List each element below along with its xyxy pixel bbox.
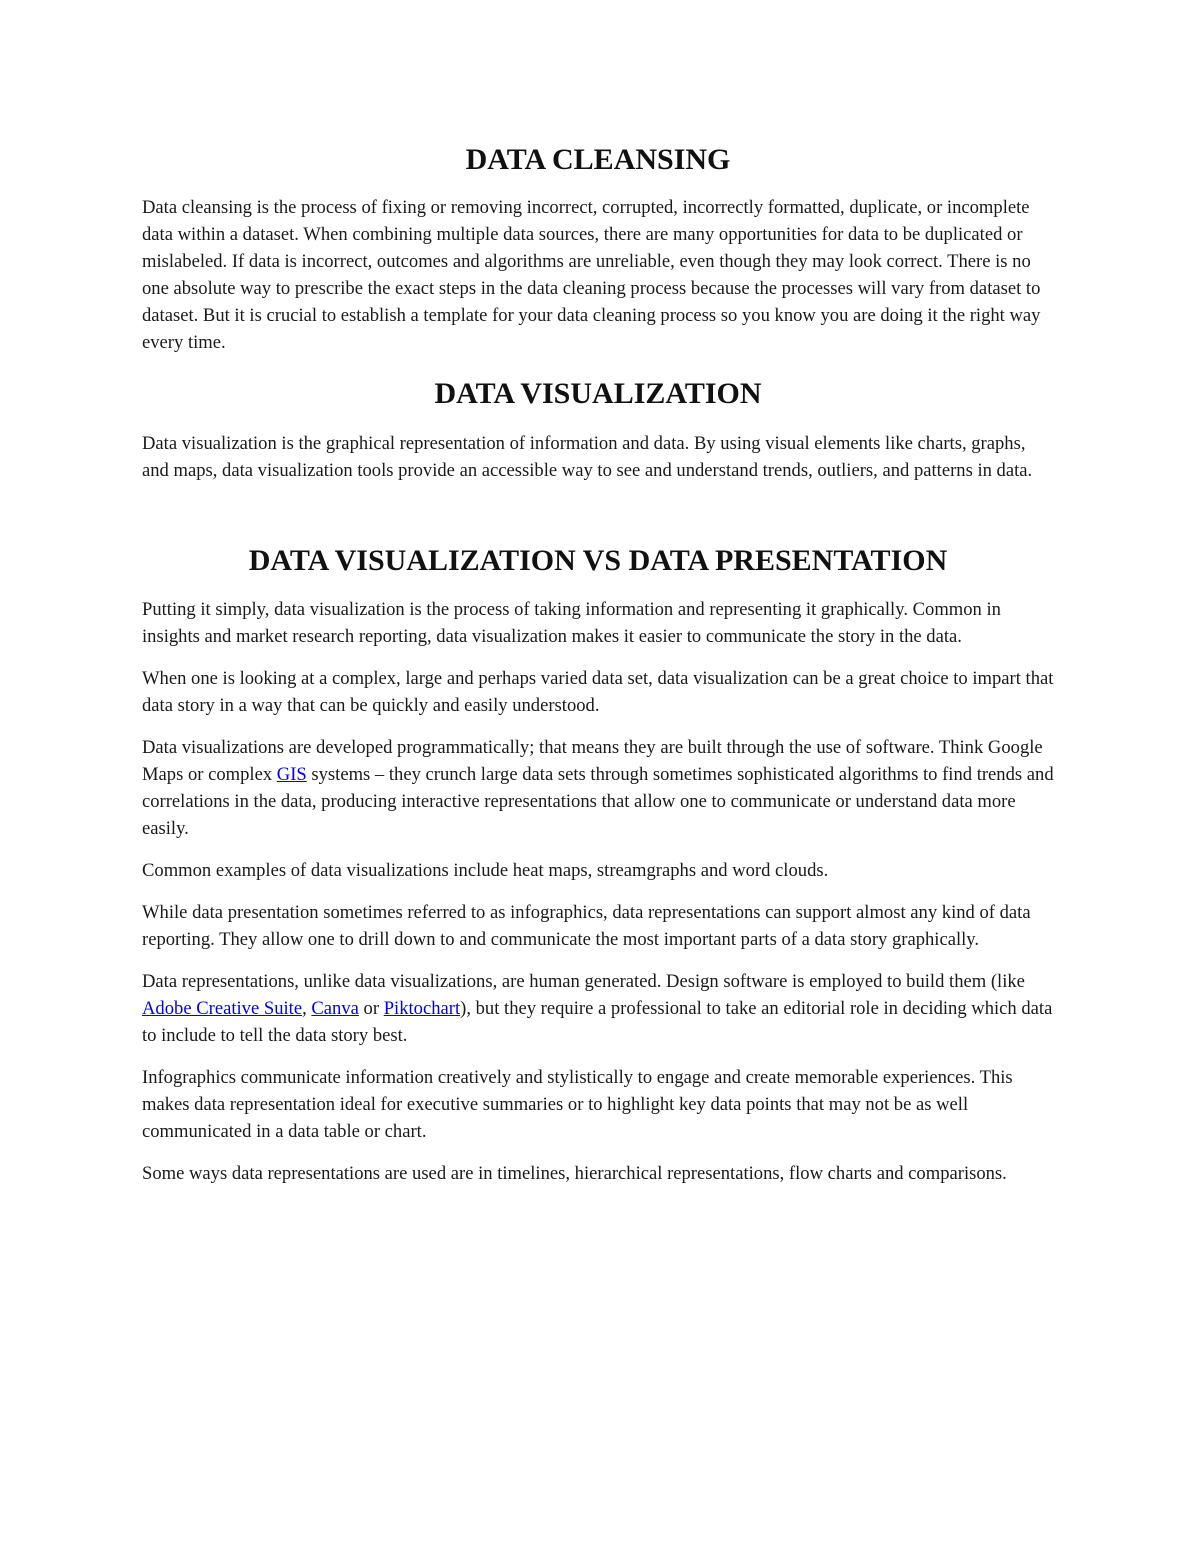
paragraph-common-examples: Common examples of data visualizations include heat maps, streamgraphs and word clouds. <box>142 860 829 881</box>
piktochart-link[interactable]: Piktochart <box>383 998 461 1019</box>
paragraph-human-generated <box>142 968 1054 1049</box>
paragraph-putting-it-simply: Putting it simply, data visualization is the process of taking information and representing it graphically. Common in insights and market research reporting, data visualization makes it easier to communicate the story in the data. <box>142 599 1001 647</box>
heading-visualization-vs-presentation: DATA VISUALIZATION VS DATA PRESENTATION <box>248 544 948 577</box>
text-segment: Data visualizations are developed programmatically; that means they are built through the use of software. Think Google Maps or complex <box>142 737 1043 785</box>
heading-data-visualization: DATA VISUALIZATION <box>434 377 762 410</box>
paragraph-data-visualization: Data visualization is the graphical representation of information and data. By using visual elements like charts, graphs, and maps, data visualization tools provide an accessible way to see and understand trends, outliers, and patterns in data. <box>142 433 1033 481</box>
paragraph-infographics-creative: Infographics communicate information creatively and stylistically to engage and create memorable experiences. This makes data representation ideal for executive summaries or to highlight key data points that may not be as well communicated in a data table or chart. <box>142 1067 1013 1142</box>
text-segment: systems – they crunch large data sets through sometimes sophisticated algorithms to find trends and correlations in the data, producing interactive representations that allow one to communicate or understand data more easily. <box>142 764 1054 839</box>
paragraph-data-cleansing: Data cleansing is the process of fixing or removing incorrect, corrupted, incorrectly formatted, duplicate, or incomplete data within a dataset. When combining multiple data sources, there are many opportunities for data to be duplicated or mislabeled. If data is incorrect, outcomes and algorithms are unreliable, even though they may look correct. There is no one absolute way to prescribe the exact steps in the data cleaning process because the processes will vary from dataset to dataset. But it is crucial to establish a template for your data cleaning process so you know you are doing it the right way every time. <box>142 197 1041 353</box>
paragraph-infographics-reporting: While data presentation sometimes referred to as infographics, data representations can support almost any kind of data reporting. They allow one to drill down to and communicate the most important parts of a data story graphically. <box>142 902 1031 950</box>
paragraph-complex-data-set: When one is looking at a complex, large and perhaps varied data set, data visualization can be a great choice to impart that data story in a way that can be quickly and easily understood. <box>142 668 1054 716</box>
canva-link[interactable]: Canva <box>311 998 359 1019</box>
document-page <box>142 140 1054 1187</box>
text-segment: , <box>302 998 312 1019</box>
adobe-creative-suite-link[interactable]: Adobe Creative Suite <box>142 998 303 1019</box>
text-segment: Data representations, unlike data visualizations, are human generated. Design software is employed to build them (like <box>142 971 1025 992</box>
text-segment: ), but they require a professional to take an editorial role in deciding which data to include to tell the data story best. <box>142 998 1053 1046</box>
paragraph-programmatic-visualizations <box>142 734 1054 842</box>
gis-link[interactable]: GIS <box>276 764 307 785</box>
text-segment: or <box>358 998 384 1019</box>
heading-data-cleansing: DATA CLEANSING <box>465 143 731 176</box>
paragraph-some-ways: Some ways data representations are used are in timelines, hierarchical representations, flow charts and comparisons. <box>142 1163 1007 1184</box>
